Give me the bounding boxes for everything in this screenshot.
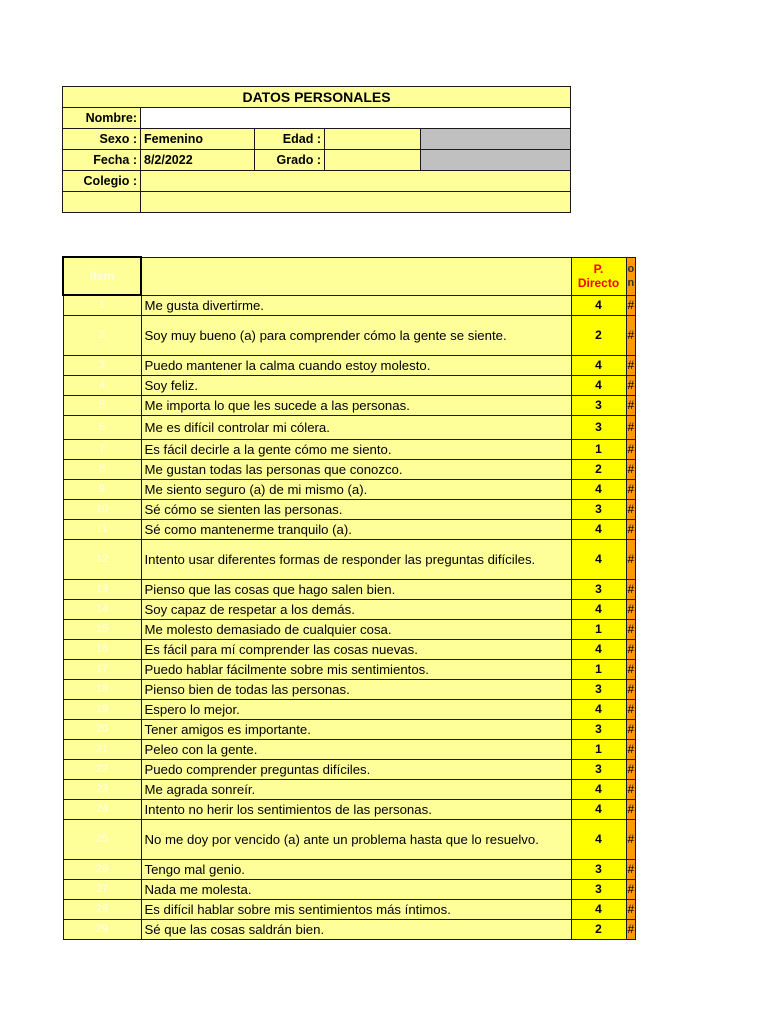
question-row	[63, 919, 635, 939]
question-text: Sé que las cosas saldrán bien.	[141, 919, 571, 939]
question-row	[63, 395, 635, 415]
direct-score-cell[interactable]: 3	[571, 719, 626, 739]
error-cell: #	[626, 639, 635, 659]
question-row	[63, 799, 635, 819]
error-cell: #	[626, 599, 635, 619]
error-cell: #	[626, 739, 635, 759]
nombre-field[interactable]	[141, 108, 571, 129]
question-row	[63, 375, 635, 395]
question-row	[63, 779, 635, 799]
question-row	[63, 499, 635, 519]
error-cell: #	[626, 919, 635, 939]
questionnaire-header-row	[63, 257, 635, 295]
error-cell: #	[626, 579, 635, 599]
error-cell: #	[626, 315, 635, 355]
direct-score-cell[interactable]: 4	[571, 799, 626, 819]
error-cell: #	[626, 819, 635, 859]
blank-cell	[63, 192, 141, 213]
blank-row	[63, 192, 571, 213]
question-row	[63, 295, 635, 315]
puntaje-directo-header	[571, 257, 626, 295]
question-text: Es fácil para mí comprender las cosas nuevas.	[141, 639, 571, 659]
direct-score-cell[interactable]: 4	[571, 539, 626, 579]
question-text: Tengo mal genio.	[141, 859, 571, 879]
question-text: Pienso que las cosas que hago salen bien.	[141, 579, 571, 599]
pd-header-line2: Directo	[577, 276, 620, 290]
direct-score-cell[interactable]: 4	[571, 819, 626, 859]
question-text: Intento usar diferentes formas de responder las preguntas difíciles.	[141, 539, 571, 579]
question-text: Puedo mantener la calma cuando estoy molesto.	[141, 355, 571, 375]
colegio-row	[63, 171, 571, 192]
error-cell: #	[626, 619, 635, 639]
question-text: Puedo hablar fácilmente sobre mis sentimientos.	[141, 659, 571, 679]
error-cell: #	[626, 539, 635, 579]
item-number: 15	[63, 619, 141, 639]
item-number: 22	[63, 759, 141, 779]
error-cell: #	[626, 719, 635, 739]
direct-score-cell[interactable]: 2	[571, 919, 626, 939]
personal-title-row	[63, 87, 571, 108]
edad-field[interactable]	[325, 129, 421, 150]
direct-score-cell[interactable]: 3	[571, 579, 626, 599]
item-number: 9	[63, 479, 141, 499]
question-row	[63, 739, 635, 759]
error-cell: #	[626, 355, 635, 375]
question-text: Soy capaz de respetar a los demás.	[141, 599, 571, 619]
item-number: 26	[63, 859, 141, 879]
item-number: 24	[63, 799, 141, 819]
direct-score-cell[interactable]: 4	[571, 779, 626, 799]
question-text: Me agrada sonreír.	[141, 779, 571, 799]
edad-label: Edad :	[255, 129, 325, 150]
fecha-field[interactable]: 8/2/2022	[141, 150, 255, 171]
extra-column-header	[626, 257, 635, 295]
direct-score-cell[interactable]: 1	[571, 659, 626, 679]
direct-score-cell[interactable]: 3	[571, 859, 626, 879]
question-row	[63, 719, 635, 739]
question-row	[63, 479, 635, 499]
item-number: 12	[63, 539, 141, 579]
question-row	[63, 759, 635, 779]
question-text: Me es difícil controlar mi cólera.	[141, 415, 571, 439]
item-number: 2	[63, 315, 141, 355]
grado-field[interactable]	[325, 150, 421, 171]
error-cell: #	[626, 479, 635, 499]
question-row	[63, 879, 635, 899]
item-number: 27	[63, 879, 141, 899]
fecha-row	[63, 150, 571, 171]
direct-score-cell[interactable]: 4	[571, 899, 626, 919]
item-column-header: Item	[63, 257, 141, 295]
question-text: Soy muy bueno (a) para comprender cómo la gente se siente.	[141, 315, 571, 355]
question-row	[63, 315, 635, 355]
question-row	[63, 679, 635, 699]
sexo-field[interactable]: Femenino	[141, 129, 255, 150]
question-text: No me doy por vencido (a) ante un problema hasta que lo resuelvo.	[141, 819, 571, 859]
question-text: Soy feliz.	[141, 375, 571, 395]
direct-score-cell[interactable]: 1	[571, 619, 626, 639]
direct-score-cell[interactable]: 2	[571, 315, 626, 355]
error-cell: #	[626, 415, 635, 439]
question-row	[63, 519, 635, 539]
direct-score-cell[interactable]: 2	[571, 459, 626, 479]
question-text: Es fácil decirle a la gente cómo me siento.	[141, 439, 571, 459]
question-row	[63, 599, 635, 619]
item-number: 20	[63, 719, 141, 739]
direct-score-cell[interactable]: 4	[571, 375, 626, 395]
grado-label: Grado :	[255, 150, 325, 171]
sexo-row	[63, 129, 571, 150]
question-text: Intento no herir los sentimientos de las personas.	[141, 799, 571, 819]
question-row	[63, 579, 635, 599]
colegio-label: Colegio :	[63, 171, 141, 192]
error-cell: #	[626, 439, 635, 459]
question-row	[63, 859, 635, 879]
item-number: 5	[63, 395, 141, 415]
error-cell: #	[626, 375, 635, 395]
error-cell: #	[626, 759, 635, 779]
direct-score-cell[interactable]: 4	[571, 599, 626, 619]
question-text: Me gusta divertirme.	[141, 295, 571, 315]
question-row	[63, 415, 635, 439]
error-cell: #	[626, 395, 635, 415]
item-number: 18	[63, 679, 141, 699]
question-row	[63, 459, 635, 479]
question-row	[63, 539, 635, 579]
nombre-label: Nombre:	[63, 108, 141, 129]
item-number: 10	[63, 499, 141, 519]
error-cell: #	[626, 519, 635, 539]
question-text: Sé como mantenerme tranquilo (a).	[141, 519, 571, 539]
questionnaire-table	[62, 256, 636, 940]
question-text: Sé cómo se sienten las personas.	[141, 499, 571, 519]
item-number: 11	[63, 519, 141, 539]
item-number: 21	[63, 739, 141, 759]
question-row	[63, 899, 635, 919]
item-number: 29	[63, 919, 141, 939]
extra-header-line1: o	[627, 263, 635, 275]
error-cell: #	[626, 295, 635, 315]
questionnaire-body	[63, 295, 635, 939]
item-number: 7	[63, 439, 141, 459]
question-text: Nada me molesta.	[141, 879, 571, 899]
question-text: Espero lo mejor.	[141, 699, 571, 719]
question-row	[63, 439, 635, 459]
item-number: 16	[63, 639, 141, 659]
question-text: Me siento seguro (a) de mi mismo (a).	[141, 479, 571, 499]
direct-score-cell[interactable]: 4	[571, 699, 626, 719]
question-column-header	[141, 257, 571, 295]
item-number: 6	[63, 415, 141, 439]
nombre-row	[63, 108, 571, 129]
error-cell: #	[626, 499, 635, 519]
question-row	[63, 819, 635, 859]
error-cell: #	[626, 779, 635, 799]
item-number: 8	[63, 459, 141, 479]
personal-data-table	[62, 86, 571, 213]
extra-header-line2: n	[627, 277, 635, 289]
item-number: 3	[63, 355, 141, 375]
grado-grey-cell	[421, 150, 571, 171]
direct-score-cell[interactable]: 1	[571, 439, 626, 459]
direct-score-cell[interactable]: 4	[571, 479, 626, 499]
item-number: 13	[63, 579, 141, 599]
direct-score-cell[interactable]: 3	[571, 395, 626, 415]
question-text: Me gustan todas las personas que conozco.	[141, 459, 571, 479]
question-row	[63, 659, 635, 679]
error-cell: #	[626, 659, 635, 679]
question-text: Pienso bien de todas las personas.	[141, 679, 571, 699]
pd-header-line1: P.	[593, 262, 604, 276]
item-number: 14	[63, 599, 141, 619]
direct-score-cell[interactable]: 3	[571, 759, 626, 779]
direct-score-cell[interactable]: 3	[571, 415, 626, 439]
direct-score-cell[interactable]: 3	[571, 499, 626, 519]
error-cell: #	[626, 899, 635, 919]
error-cell: #	[626, 459, 635, 479]
question-text: Es difícil hablar sobre mis sentimientos más íntimos.	[141, 899, 571, 919]
item-number: 4	[63, 375, 141, 395]
fecha-label: Fecha :	[63, 150, 141, 171]
question-row	[63, 619, 635, 639]
direct-score-cell[interactable]: 4	[571, 639, 626, 659]
error-cell: #	[626, 879, 635, 899]
direct-score-cell[interactable]: 4	[571, 519, 626, 539]
item-number: 17	[63, 659, 141, 679]
question-text: Peleo con la gente.	[141, 739, 571, 759]
direct-score-cell[interactable]: 4	[571, 355, 626, 375]
item-number: 23	[63, 779, 141, 799]
question-text: Me importa lo que les sucede a las personas.	[141, 395, 571, 415]
question-text: Puedo comprender preguntas difíciles.	[141, 759, 571, 779]
question-row	[63, 699, 635, 719]
colegio-field[interactable]	[141, 171, 571, 192]
sexo-label: Sexo :	[63, 129, 141, 150]
blank-cell[interactable]	[141, 192, 571, 213]
error-cell: #	[626, 799, 635, 819]
direct-score-cell[interactable]: 4	[571, 295, 626, 315]
edad-grey-cell	[421, 129, 571, 150]
direct-score-cell[interactable]: 1	[571, 739, 626, 759]
personal-title: DATOS PERSONALES	[63, 87, 571, 108]
direct-score-cell[interactable]: 3	[571, 679, 626, 699]
question-text: Tener amigos es importante.	[141, 719, 571, 739]
question-row	[63, 355, 635, 375]
item-number: 19	[63, 699, 141, 719]
question-text: Me molesto demasiado de cualquier cosa.	[141, 619, 571, 639]
item-number: 28	[63, 899, 141, 919]
item-number: 25	[63, 819, 141, 859]
error-cell: #	[626, 699, 635, 719]
error-cell: #	[626, 859, 635, 879]
direct-score-cell[interactable]: 3	[571, 879, 626, 899]
question-row	[63, 639, 635, 659]
item-number: 1	[63, 295, 141, 315]
error-cell: #	[626, 679, 635, 699]
